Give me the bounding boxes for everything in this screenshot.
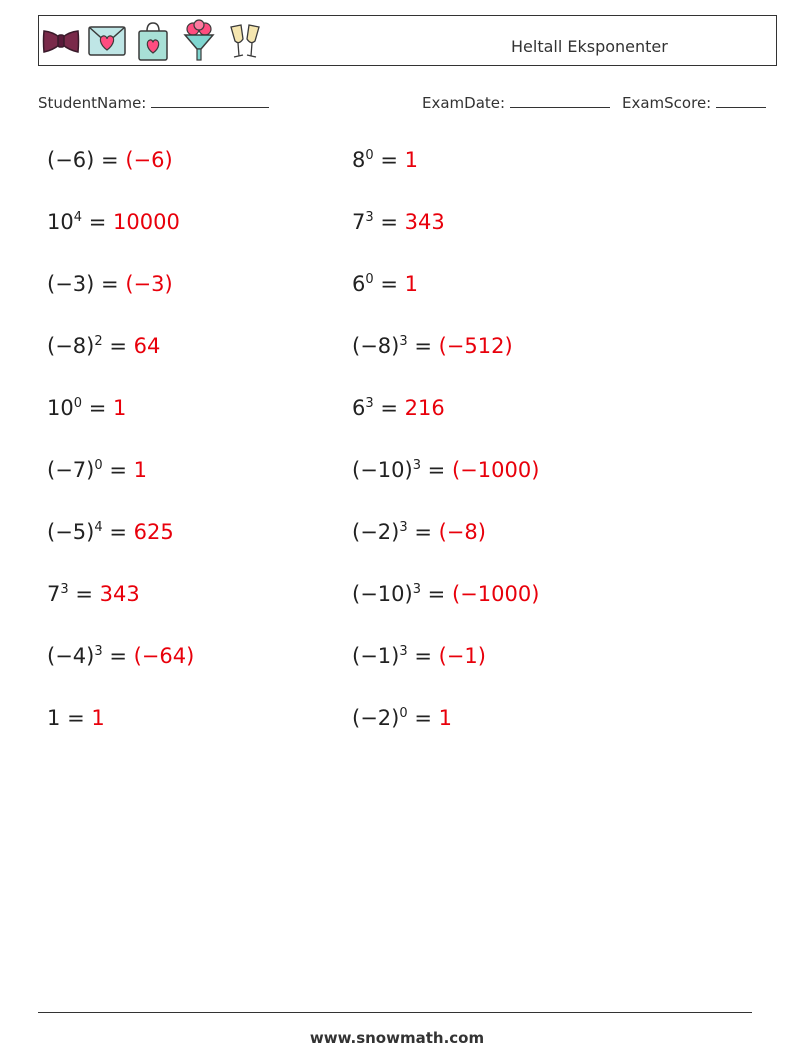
equals-sign: = — [67, 706, 85, 730]
equals-sign: = — [414, 644, 432, 668]
problem-answer: 343 — [404, 210, 445, 234]
student-name-blank — [151, 95, 269, 108]
problem-answer: (−8) — [438, 520, 486, 544]
problem-exponent: 3 — [60, 582, 69, 597]
problem-answer: (−6) — [125, 148, 173, 172]
problem-answer: 1 — [438, 706, 452, 730]
love-letter-icon — [87, 19, 127, 63]
equals-sign: = — [380, 272, 398, 296]
problem-answer: (−1) — [438, 644, 486, 668]
problem-exponent: 3 — [365, 210, 374, 225]
equals-sign: = — [109, 520, 127, 544]
problem-exponent: 2 — [94, 334, 103, 349]
problem-answer: 1 — [133, 458, 147, 482]
problem-item — [352, 210, 445, 234]
champagne-glasses-icon — [225, 19, 265, 63]
problem-base: (−1) — [352, 644, 400, 668]
problem-item — [352, 396, 445, 420]
problem-exponent: 0 — [365, 148, 374, 163]
problem-item — [47, 582, 140, 606]
problem-item — [352, 520, 486, 544]
problem-base: (−2) — [352, 520, 400, 544]
problem-answer: 343 — [99, 582, 140, 606]
equals-sign: = — [380, 210, 398, 234]
student-name-label: StudentName: — [38, 94, 147, 112]
problem-item — [352, 582, 539, 606]
problem-answer: 1 — [404, 272, 419, 296]
problem-item — [47, 272, 173, 296]
equals-sign: = — [101, 148, 119, 172]
problem-base: (−10) — [352, 582, 413, 606]
problem-base: (−4) — [47, 644, 95, 668]
footer-site: www.snowmath.com — [309, 1029, 485, 1047]
equals-sign: = — [75, 582, 93, 606]
problem-exponent: 3 — [399, 644, 408, 659]
equals-sign: = — [109, 644, 127, 668]
problem-base: (−5) — [47, 520, 95, 544]
exam-date-label: ExamDate: — [422, 94, 506, 112]
footer-divider — [38, 1012, 752, 1013]
problem-base: (−2) — [352, 706, 400, 730]
equals-sign: = — [88, 210, 107, 234]
problem-base: 8 — [352, 148, 366, 172]
equals-sign: = — [380, 396, 398, 420]
problem-exponent: 0 — [399, 706, 408, 721]
problem-item — [47, 706, 105, 730]
problem-answer: (−1000) — [451, 458, 540, 482]
problem-item — [47, 148, 173, 172]
problem-item — [352, 458, 539, 482]
problem-answer: 1 — [113, 396, 127, 420]
problem-base: (−3) — [47, 272, 95, 296]
problem-answer: 10000 — [113, 210, 180, 234]
problem-item — [47, 210, 180, 234]
problem-item — [352, 148, 418, 172]
problem-exponent: 3 — [412, 582, 421, 597]
problem-base: 10 — [47, 396, 74, 420]
exam-score-label: ExamScore: — [622, 94, 712, 112]
equals-sign: = — [414, 520, 432, 544]
problem-base: (−6) — [47, 148, 95, 172]
problem-base: (−7) — [47, 458, 95, 482]
problem-exponent: 3 — [399, 520, 408, 535]
problem-base: 10 — [47, 210, 74, 234]
problem-exponent: 0 — [94, 458, 103, 473]
problem-base: 6 — [352, 272, 366, 296]
problem-item — [47, 520, 174, 544]
exam-date-blank — [510, 95, 610, 108]
problem-exponent: 3 — [412, 458, 421, 473]
problem-item — [47, 334, 160, 358]
problem-base: (−8) — [352, 334, 400, 358]
problem-item — [352, 334, 513, 358]
exam-date-field — [422, 94, 610, 112]
problem-exponent: 0 — [73, 396, 83, 411]
problem-item — [352, 644, 486, 668]
problem-item — [47, 644, 194, 668]
equals-sign: = — [414, 334, 432, 358]
worksheet-header — [38, 15, 777, 66]
problem-answer: 216 — [404, 396, 445, 420]
problem-exponent: 4 — [94, 520, 103, 535]
problem-item — [47, 458, 147, 482]
problem-answer: 1 — [91, 706, 105, 730]
equals-sign: = — [427, 582, 446, 606]
problem-answer: 64 — [133, 334, 161, 358]
flower-bouquet-icon — [179, 19, 219, 63]
problem-item — [352, 272, 418, 296]
problem-exponent: 3 — [399, 334, 408, 349]
student-name-field — [38, 94, 269, 112]
bow-tie-icon — [41, 19, 81, 63]
worksheet-title: Heltall Eksponenter — [511, 37, 668, 56]
problem-answer: (−64) — [133, 644, 195, 668]
equals-sign: = — [414, 706, 432, 730]
problem-base: (−8) — [47, 334, 95, 358]
equals-sign: = — [88, 396, 107, 420]
header-icons — [41, 19, 265, 63]
equals-sign: = — [109, 458, 127, 482]
problem-answer: (−512) — [438, 334, 513, 358]
gift-bag-icon — [133, 19, 173, 63]
problem-exponent: 4 — [73, 210, 83, 225]
problem-answer: (−3) — [125, 272, 173, 296]
problem-answer: (−1000) — [451, 582, 540, 606]
problem-answer: 1 — [404, 148, 419, 172]
equals-sign: = — [427, 458, 446, 482]
problem-base: 7 — [352, 210, 366, 234]
problem-base: (−10) — [352, 458, 413, 482]
problem-exponent: 3 — [365, 396, 374, 411]
exam-score-blank — [716, 95, 766, 108]
problem-exponent: 0 — [365, 272, 374, 287]
problem-exponent: 3 — [94, 644, 103, 659]
equals-sign: = — [109, 334, 127, 358]
equals-sign: = — [101, 272, 119, 296]
equals-sign: = — [380, 148, 398, 172]
exam-score-field — [622, 94, 766, 112]
problem-item — [352, 706, 452, 730]
problem-base: 1 — [47, 706, 61, 730]
problem-item — [47, 396, 126, 420]
problem-base: 6 — [352, 396, 366, 420]
problem-base: 7 — [47, 582, 61, 606]
problem-answer: 625 — [133, 520, 174, 544]
